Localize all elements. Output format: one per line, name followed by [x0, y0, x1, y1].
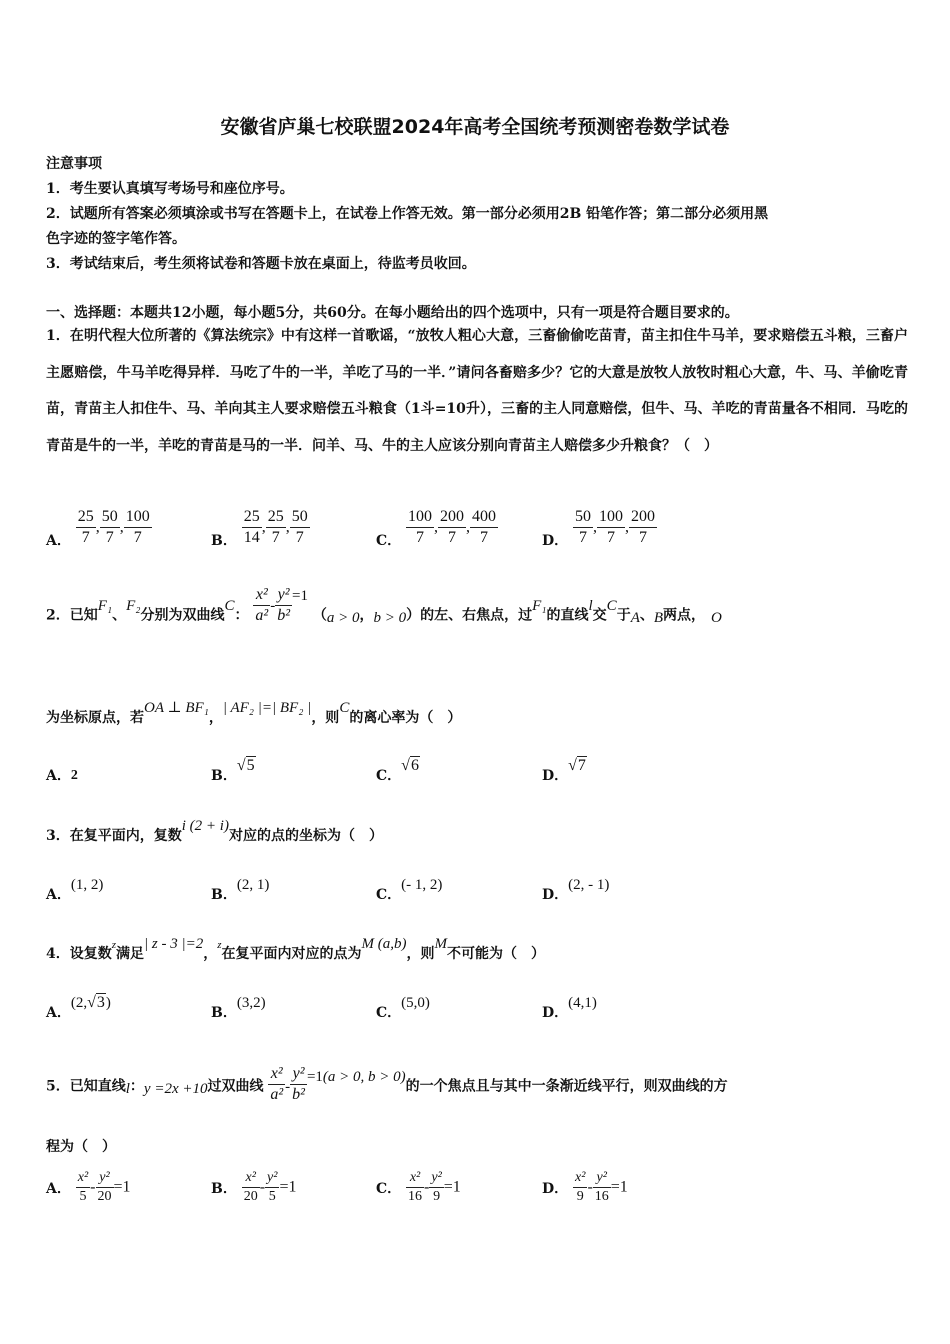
q4-option-b: B．(3,2): [211, 995, 266, 1021]
q2-option-d: D．√7: [542, 757, 586, 784]
question-2-stem: 2．已知F₁、F₂分别为双曲线C： $\frac{\text{x²}}{\text{a²}}$ - $\frac{\text{y²}}{\text{b²}}$ =1 （a > 0，b > 0）的左、右焦点，过F₁的直线l交C于A、B两点， O: [46, 586, 722, 626]
option-label: C．: [376, 532, 402, 549]
q3-option-b: B．(2, 1): [211, 877, 270, 903]
fraction: $\frac{50}{7}$: [575, 508, 592, 546]
fraction: $\frac{25}{14}$: [243, 508, 260, 546]
option-label: B．: [211, 532, 237, 549]
fraction: $\frac{\text{x²}}{20}$: [243, 1170, 258, 1204]
q5-option-c: C． $\frac{\text{x²}}{16}$ - $\frac{\text{y²}}{9}$ =1: [376, 1170, 461, 1204]
fraction: $\frac{25}{7}$: [77, 508, 94, 546]
q2-option-b: B．√5: [211, 757, 255, 784]
fraction: $\frac{25}{7}$: [267, 508, 284, 546]
q1-option-b: B． $\frac{25}{14}$ , $\frac{25}{7}$ , $\frac{50}{7}$: [211, 508, 308, 549]
fraction: $\frac{\text{y²}}{\text{b²}}$: [277, 586, 291, 624]
question-5-stem: 5．已知直线l：y =2x +10过双曲线 $\frac{\text{x²}}{\text{a²}}$ - $\frac{\text{y²}}{\text{b²}}$ =1(a > 0, b > 0)的一个焦点且与其中一条渐近线平行，则双曲线的方: [46, 1065, 728, 1103]
q3-option-d: D．(2, - 1): [542, 877, 610, 903]
q2-option-c: C．√6: [376, 757, 419, 784]
question-2-stem-cont: 为坐标原点，若OA ⊥ BF₁，| AF₂ |=| BF₂ |，则C的离心率为（ ）: [46, 700, 462, 726]
sqrt-expression: √6: [401, 757, 419, 774]
fraction: $\frac{\text{x²}}{5}$: [77, 1170, 89, 1204]
q5-option-a: A． $\frac{\text{x²}}{5}$ - $\frac{\text{y²}}{20}$ =1: [46, 1170, 131, 1204]
notice-item-1: 1．考生要认真填写考场号和座位序号。: [46, 181, 294, 197]
option-label: A．: [46, 532, 71, 549]
fraction: $\frac{200}{7}$: [440, 508, 465, 546]
q5-option-d: D． $\frac{\text{x²}}{9}$ - $\frac{\text{y²}}{16}$ =1: [542, 1170, 628, 1204]
page-title: 安徽省庐巢七校联盟2024年高考全国统考预测密卷数学试卷: [220, 116, 730, 138]
question-1-stem: 1．在明代程大位所著的《算法统宗》中有这样一首歌谣，“放牧人粗心大意，三畜偷偷吃苗青，苗主扣住牛马羊，要求赔偿五斗粮，三畜户主愿赔偿，牛马羊吃得异样．马吃了牛的一半，羊吃了马的一半．”请问各畜赔多少？它的大意是放牧人放牧时粗心大意，牛、马、羊偷吃青苗，青苗主人扣住牛、马、羊向其主人要求赔偿五斗粮食（1斗=10升），三畜的主人同意赔偿，但牛、马、羊吃的青苗量各不相同．马吃的青苗是牛的一半，羊吃的青苗是马的一半．问羊、马、牛的主人应该分别向青苗主人赔偿多少升粮食？（ ）: [46, 328, 908, 454]
math-c: C: [224, 597, 235, 614]
notice-item-3: 3．考试结束后，考生须将试卷和答题卡放在桌面上，待监考员收回。: [46, 256, 476, 272]
fraction: $\frac{\text{y²}}{20}$: [97, 1170, 112, 1204]
fraction: $\frac{100}{7}$: [408, 508, 433, 546]
notice-item-2-cont: 色字迹的签字笔作答。: [46, 231, 186, 247]
option-label: D．: [542, 532, 569, 549]
q4-option-c: C．(5,0): [376, 995, 430, 1021]
math-expr: i (2 + i): [181, 818, 229, 834]
fraction: $\frac{\text{x²}}{\text{a²}}$: [255, 586, 269, 624]
notice-item-2: 2．试题所有答案必须填涂或书写在答题卡上，在试卷上作答无效。第一部分必须用2B 铅笔作答；第二部分必须用黑: [46, 206, 769, 222]
fraction: $\frac{200}{7}$: [631, 508, 656, 546]
q2-option-a: A．2: [46, 768, 78, 784]
math-f1: F₁: [97, 597, 113, 614]
fraction: $\frac{50}{7}$: [291, 508, 308, 546]
q1-option-c: C． $\frac{100}{7}$ , $\frac{200}{7}$ , $\frac{400}{7}$: [376, 508, 497, 549]
fraction: $\frac{100}{7}$: [125, 508, 150, 546]
fraction: $\frac{\text{x²}}{16}$: [408, 1170, 423, 1204]
q1-option-d: D． $\frac{50}{7}$ , $\frac{100}{7}$ , $\frac{200}{7}$: [542, 508, 656, 549]
q1-option-a: A． $\frac{25}{7}$ , $\frac{50}{7}$ , $\frac{100}{7}$: [46, 508, 150, 549]
math-f2: F₂: [126, 597, 141, 614]
fraction: $\frac{50}{7}$: [101, 508, 118, 546]
sqrt-expression: √3: [87, 994, 105, 1011]
fraction: $\frac{\text{x²}}{9}$: [575, 1170, 586, 1204]
fraction: $\frac{\text{y²}}{5}$: [267, 1170, 278, 1204]
question-5-stem-cont: 程为（ ）: [46, 1139, 116, 1155]
fraction: $\frac{400}{7}$: [472, 508, 497, 546]
fraction: $\frac{\text{y²}}{\text{b²}}$: [292, 1065, 305, 1103]
question-3-stem: 3．在复平面内，复数i (2 + i)对应的点的坐标为（ ）: [46, 818, 383, 844]
q3-option-c: C．(- 1, 2): [376, 877, 443, 903]
sqrt-expression: √5: [236, 757, 255, 774]
fraction: $\frac{\text{x²}}{\text{a²}}$: [270, 1065, 284, 1103]
fraction: $\frac{\text{y²}}{9}$: [431, 1170, 442, 1204]
sqrt-expression: √7: [568, 757, 586, 774]
question-4-stem: 4．设复数$^z$满足| z - 3 |=2，$^z$在复平面内对应的点为M (a,b)，则M不可能为（ ）: [46, 936, 546, 962]
section-heading: 一、选择题：本题共12小题，每小题5分，共60分。在每小题给出的四个选项中，只有一项是符合题目要求的。: [46, 305, 739, 321]
fraction: $\frac{\text{y²}}{16}$: [594, 1170, 609, 1204]
notice-heading: 注意事项: [46, 156, 102, 172]
q4-option-d: D．(4,1): [542, 995, 597, 1021]
q4-option-a: A．(2,√3): [46, 994, 111, 1021]
q3-option-a: A．(1, 2): [46, 877, 104, 903]
q5-option-b: B． $\frac{\text{x²}}{20}$ - $\frac{\text{y²}}{5}$ =1: [211, 1170, 297, 1204]
fraction: $\frac{100}{7}$: [599, 508, 624, 546]
